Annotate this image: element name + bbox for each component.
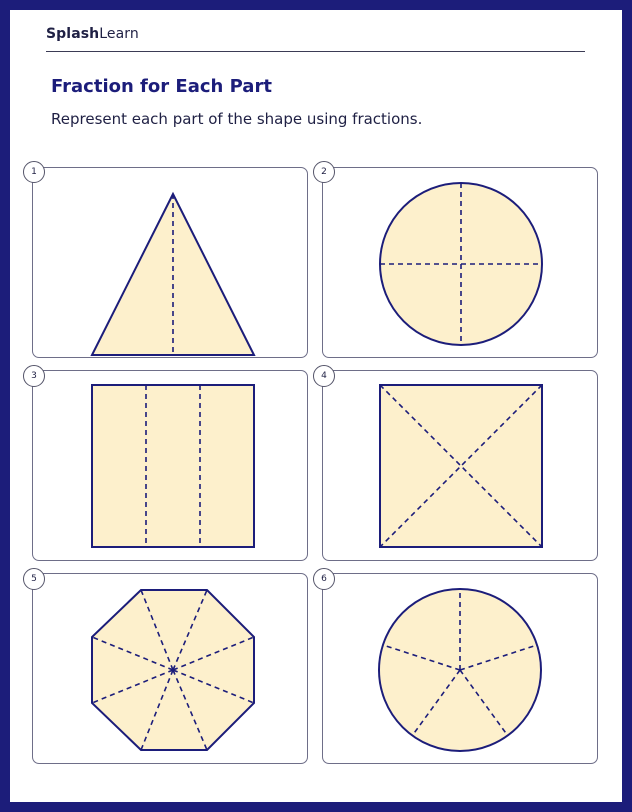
problem-card-6	[322, 573, 598, 764]
circle-four-parts-shape	[323, 168, 599, 359]
problem-number-6: 6	[313, 568, 335, 590]
octagon-eight-parts-shape	[33, 574, 309, 765]
problem-card-2	[322, 167, 598, 358]
circle-five-parts-shape	[323, 574, 599, 765]
problem-number-1: 1	[23, 161, 45, 183]
brand-logo: SplashLearn	[46, 26, 139, 42]
problem-number-4: 4	[313, 365, 335, 387]
square-four-parts-shape	[323, 371, 599, 562]
page-title: Fraction for Each Part	[51, 76, 272, 97]
worksheet-page	[10, 10, 622, 802]
problem-card-5	[32, 573, 308, 764]
problem-card-1	[32, 167, 308, 358]
problem-number-5: 5	[23, 568, 45, 590]
problem-card-3	[32, 370, 308, 561]
triangle-shape	[33, 168, 309, 359]
header-divider	[46, 51, 585, 52]
instructions: Represent each part of the shape using fractions.	[51, 110, 423, 128]
problem-card-4	[322, 370, 598, 561]
problem-number-3: 3	[23, 365, 45, 387]
rectangle-three-parts-shape	[33, 371, 309, 562]
problem-number-2: 2	[313, 161, 335, 183]
